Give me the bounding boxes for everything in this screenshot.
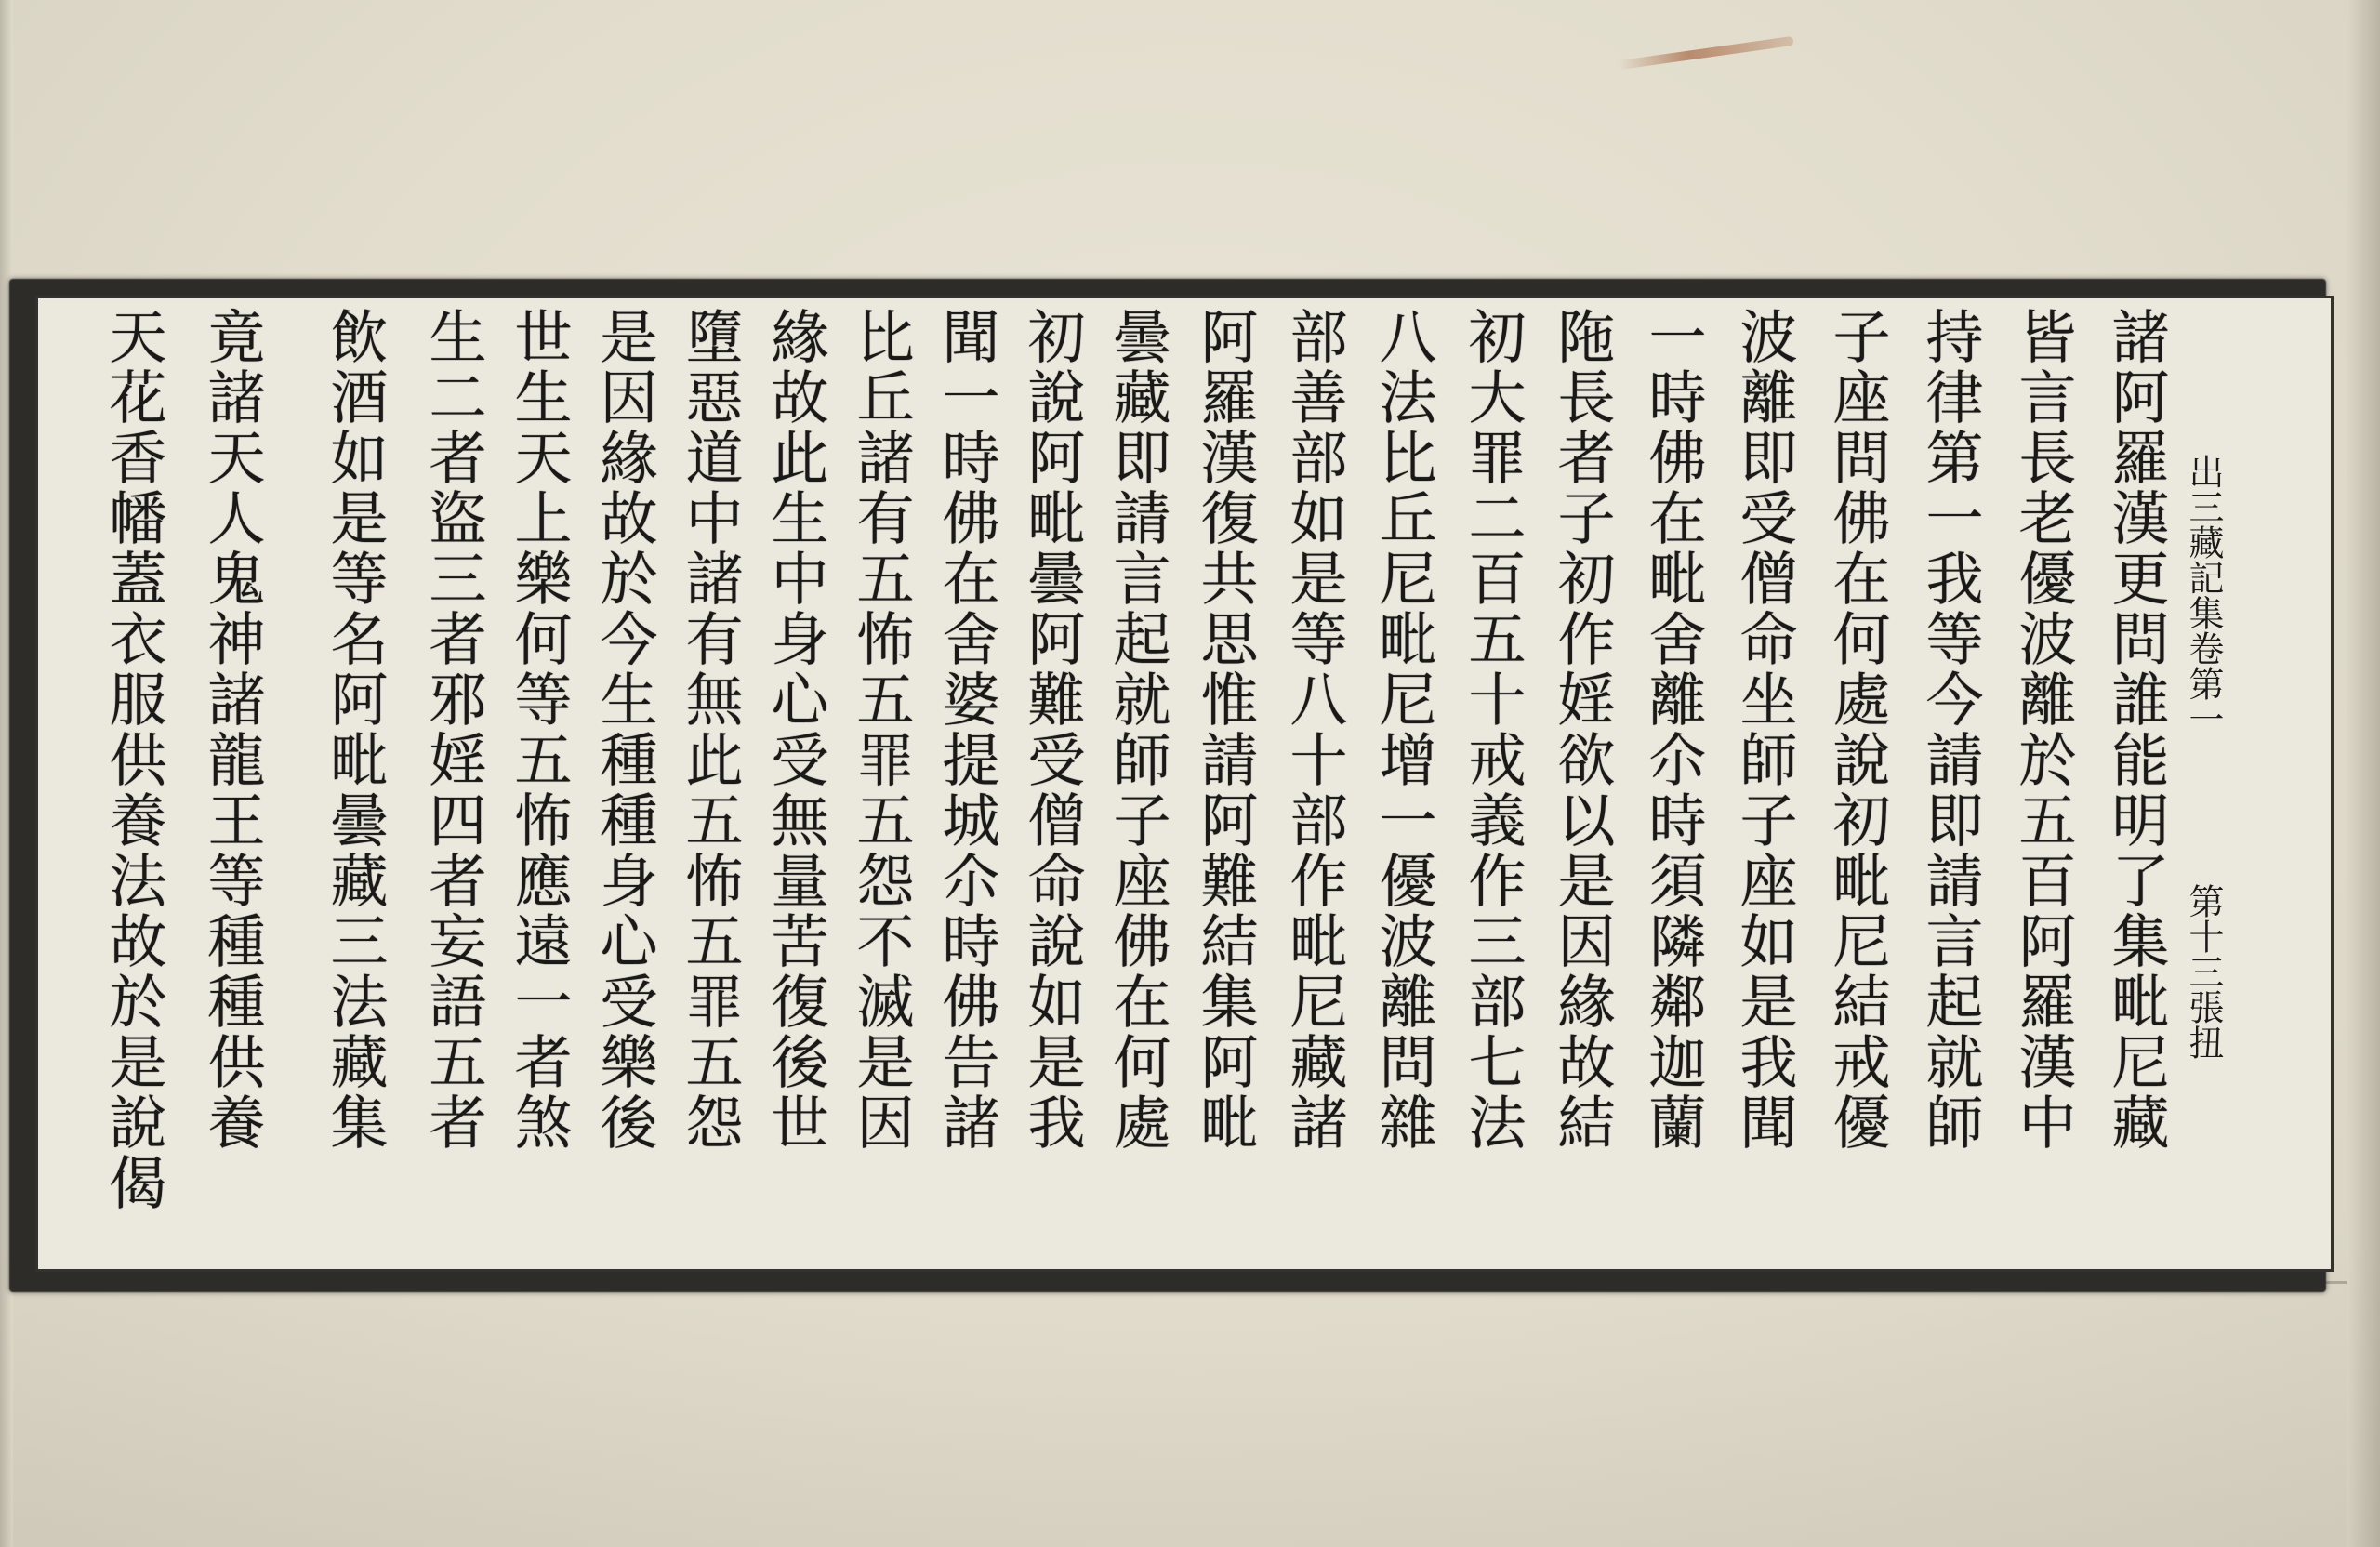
marginal-page-label: [2182, 883, 2225, 1116]
marginal-book-title: 出三藏記集卷第一: [2183, 454, 2224, 736]
text-column-15: 比丘諸有五怖五罪五怨不滅是因: [847, 307, 915, 1153]
text-column-21: 飲酒如是等名阿毗曇藏三法藏集: [321, 307, 389, 1153]
text-column-10: 部善部如是等八十部作毗尼藏諸: [1280, 307, 1348, 1153]
ink-stain: [1618, 36, 1794, 70]
text-column-16: 緣故此生中身心受無量苦復後世: [761, 307, 829, 1153]
text-column-11: 阿羅漢復共思惟請阿難結集阿毗: [1191, 307, 1259, 1153]
text-column-13: 初說阿毗曇阿難受僧命說如是我: [1018, 307, 1086, 1153]
text-column-5: 波離即受僧命坐師子座如是我聞: [1730, 307, 1798, 1153]
text-column-14: 聞一時佛在舍婆提城尒時佛告諸: [932, 307, 1000, 1153]
text-column-17: 墮惡道中諸有無此五怖五罪五怨: [676, 307, 744, 1153]
text-column-18: 是因緣故於今生種種身心受樂後: [590, 307, 658, 1153]
text-column-23: 天花香幡蓋衣服供養法故於是說偈: [99, 307, 167, 1213]
text-column-1: 諸阿羅漢更問誰能明了集毗尼藏: [2102, 307, 2170, 1153]
text-column-2: 皆言長老優波離於五百阿羅漢中: [2009, 307, 2077, 1153]
page-number-label: 第十三張: [2183, 883, 2224, 1025]
text-column-7: 陁長者子初作婬欲以是因緣故結: [1548, 307, 1616, 1153]
text-column-8: 初大罪二百五十戒義作三部七法: [1459, 307, 1527, 1153]
text-column-22: 竟諸天人鬼神諸龍王等種種供養: [198, 307, 266, 1153]
text-column-12: 曇藏即請言起就師子座佛在何處: [1104, 307, 1171, 1153]
text-column-3: 持律第一我等今請即請言起就師: [1916, 307, 1984, 1153]
text-column-6: 一時佛在毗舍離尒時須隣鄰迦蘭: [1639, 307, 1707, 1153]
page-mark: 扭: [2183, 1025, 2224, 1060]
text-column-20: 生二者盜三者邪婬四者妄語五者: [419, 307, 487, 1153]
text-column-4: 子座問佛在何處說初毗尼結戒優: [1823, 307, 1891, 1153]
text-column-9: 八法比丘尼毗尼增一優波離問雜: [1369, 307, 1437, 1153]
text-column-19: 世生天上樂何等五怖應遠一者煞: [505, 307, 573, 1153]
